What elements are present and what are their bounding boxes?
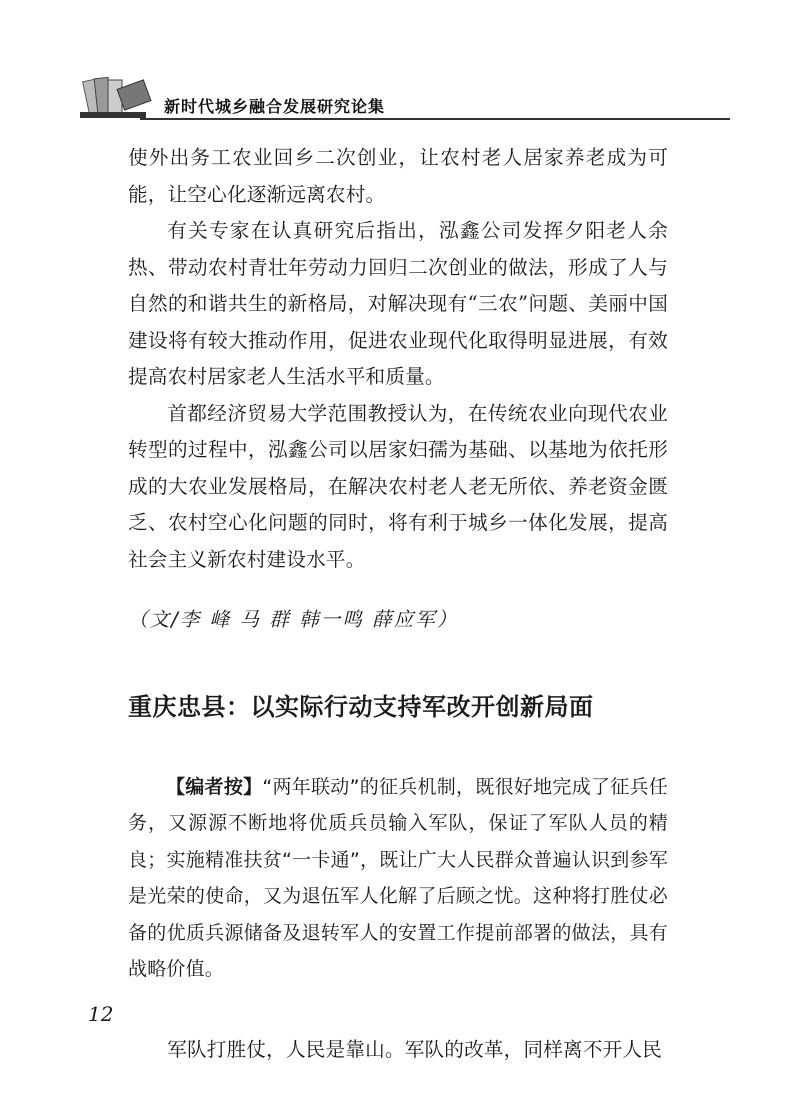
article-title: 重庆忠县：以实际行动支持军改开创新局面 — [128, 692, 594, 721]
paragraph-professor: 首都经济贸易大学范围教授认为，在传统农业向现代农业转型的过程中，泓鑫公司以居家妇孺为基础、以基地为依托形成的大农业发展格局，在解决农村老人老无所依、养老资金匮乏、农村空心化问题的同时，将有利于城乡一体化发展，提高社会主义新农村建设水平。 — [128, 401, 668, 571]
author-byline: （文/李 峰 马 群 韩一鸣 薛应军） — [128, 608, 459, 631]
editor-note — [128, 769, 668, 988]
book-title: 新时代城乡融合发展研究论集 — [164, 97, 386, 116]
editor-note-label: 【编者按】 — [166, 775, 263, 798]
editor-note-text: “两年联动”的征兵机制，既很好地完成了征兵任务，又源源不断地将优质兵员输入军队，保证了军队人员的精良；实施精准扶贫“一卡通”，既让广大人民群众普遍认识到参军是光荣的使命，又为退伍军人化解了后顾之忧。这种将打胜仗必备的优质兵源储备及退转军人的安置工作提前部署的做法，具有战略价值。 — [128, 775, 668, 980]
books-icon — [80, 74, 152, 120]
running-header — [80, 74, 720, 124]
paragraph-expert: 有关专家在认真研究后指出，泓鑫公司发挥夕阳老人余热、带动农村青壮年劳动力回归二次创业的做法，形成了人与自然的和谐共生的新格局，对解决现有“三农”问题、美丽中国建设将有较大推动作用，促进农业现代化取得明显进展，有效提高农村居家老人生活水平和质量。 — [128, 219, 668, 388]
paragraph-continuation: 使外出务工农业回乡二次创业，让农村老人居家养老成为可能，让空心化逐渐远离农村。 — [128, 146, 668, 206]
article-first-paragraph: 军队打胜仗，人民是靠山。军队的改革，同样离不开人民 — [167, 1037, 663, 1061]
page-content — [128, 140, 668, 1068]
header-rule — [140, 118, 730, 120]
page-number: 12 — [88, 1002, 114, 1026]
